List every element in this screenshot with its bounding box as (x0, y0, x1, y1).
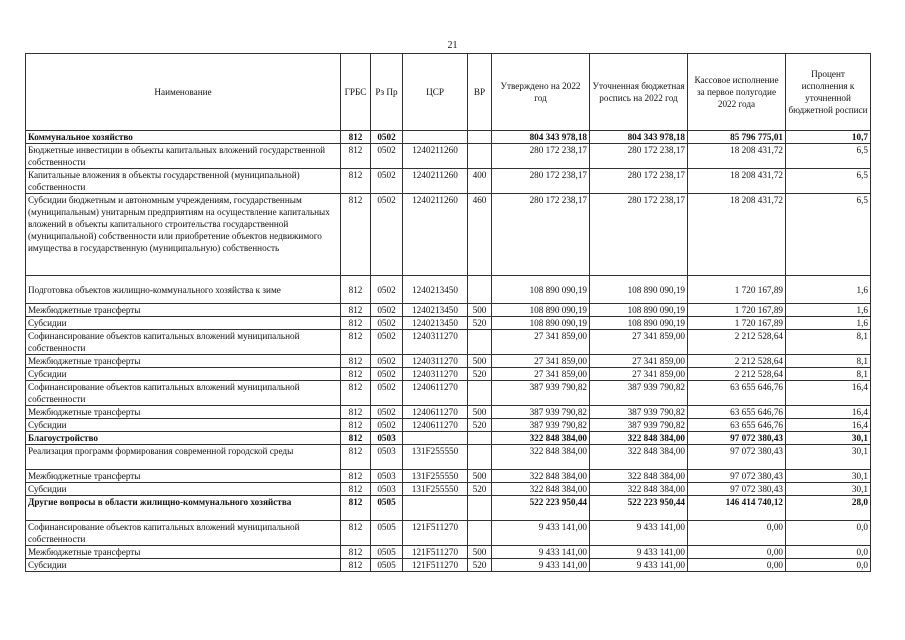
cell-grbs: 812 (341, 496, 371, 521)
cell-cash: 2 212 528,64 (688, 355, 786, 368)
header-vr: ВР (468, 54, 492, 131)
table-row (26, 521, 871, 546)
cell-rzpr: 0503 (371, 445, 403, 470)
cell-csr (403, 432, 468, 445)
cell-rzpr: 0502 (371, 304, 403, 317)
cell-rzpr: 0503 (371, 470, 403, 483)
cell-name: Коммунальное хозяйство (26, 131, 341, 144)
budget-table (25, 53, 871, 572)
cell-csr (403, 131, 468, 144)
cell-csr: 121F511270 (403, 559, 468, 572)
cell-refined: 280 172 238,17 (590, 169, 688, 194)
cell-csr: 1240311270 (403, 355, 468, 368)
cell-approved: 9 433 141,00 (492, 521, 590, 546)
table-row (26, 470, 871, 483)
header-cash: Кассовое исполнение за первое полугодие 2022 года (688, 54, 786, 131)
cell-rzpr: 0502 (371, 330, 403, 355)
cell-refined: 322 848 384,00 (590, 432, 688, 445)
cell-rzpr: 0502 (371, 355, 403, 368)
cell-percent: 8,1 (786, 368, 871, 381)
cell-percent: 8,1 (786, 330, 871, 355)
cell-refined: 9 433 141,00 (590, 559, 688, 572)
cell-refined: 108 890 090,19 (590, 276, 688, 304)
cell-percent: 0,0 (786, 559, 871, 572)
cell-csr: 1240311270 (403, 330, 468, 355)
header-rzpr: Рз Пр (371, 54, 403, 131)
cell-vr (468, 144, 492, 169)
cell-grbs: 812 (341, 381, 371, 406)
cell-vr: 520 (468, 483, 492, 496)
cell-rzpr: 0503 (371, 432, 403, 445)
cell-approved: 322 848 384,00 (492, 445, 590, 470)
cell-csr: 131F255550 (403, 470, 468, 483)
cell-csr: 1240611270 (403, 419, 468, 432)
cell-vr: 500 (468, 546, 492, 559)
cell-cash: 146 414 740,12 (688, 496, 786, 521)
cell-grbs: 812 (341, 445, 371, 470)
cell-csr: 1240611270 (403, 406, 468, 419)
page-number: 21 (447, 40, 458, 51)
header-csr: ЦСР (403, 54, 468, 131)
cell-percent: 16,4 (786, 406, 871, 419)
table-row (26, 368, 871, 381)
cell-name: Субсидии (26, 317, 341, 330)
cell-vr: 400 (468, 169, 492, 194)
cell-approved: 280 172 238,17 (492, 144, 590, 169)
cell-name: Межбюджетные трансферты (26, 355, 341, 368)
cell-grbs: 812 (341, 546, 371, 559)
cell-vr (468, 432, 492, 445)
table-row (26, 432, 871, 445)
cell-rzpr: 0502 (371, 169, 403, 194)
cell-cash: 1 720 167,89 (688, 317, 786, 330)
cell-grbs: 812 (341, 432, 371, 445)
cell-percent: 6,5 (786, 144, 871, 169)
table-row (26, 169, 871, 194)
cell-grbs: 812 (341, 276, 371, 304)
cell-percent: 0,0 (786, 521, 871, 546)
cell-rzpr: 0502 (371, 131, 403, 144)
cell-cash: 97 072 380,43 (688, 483, 786, 496)
cell-approved: 387 939 790,82 (492, 381, 590, 406)
cell-grbs: 812 (341, 419, 371, 432)
table-row (26, 483, 871, 496)
cell-cash: 2 212 528,64 (688, 330, 786, 355)
cell-csr: 131F255550 (403, 445, 468, 470)
cell-name: Реализация программ формирования современной городской среды (26, 445, 341, 470)
cell-approved: 280 172 238,17 (492, 169, 590, 194)
cell-refined: 387 939 790,82 (590, 381, 688, 406)
cell-csr: 1240213450 (403, 276, 468, 304)
cell-name: Субсидии (26, 559, 341, 572)
cell-percent: 30,1 (786, 470, 871, 483)
cell-rzpr: 0502 (371, 381, 403, 406)
cell-cash: 2 212 528,64 (688, 368, 786, 381)
cell-vr: 500 (468, 406, 492, 419)
cell-refined: 108 890 090,19 (590, 317, 688, 330)
cell-percent: 16,4 (786, 419, 871, 432)
cell-name: Другие вопросы в области жилищно-коммунального хозяйства (26, 496, 341, 521)
cell-percent: 1,6 (786, 304, 871, 317)
cell-approved: 804 343 978,18 (492, 131, 590, 144)
cell-csr: 1240211260 (403, 169, 468, 194)
cell-grbs: 812 (341, 144, 371, 169)
cell-name: Бюджетные инвестиции в объекты капитальных вложений государственной собственности (26, 144, 341, 169)
cell-refined: 322 848 384,00 (590, 445, 688, 470)
cell-refined: 27 341 859,00 (590, 368, 688, 381)
cell-percent: 30,1 (786, 445, 871, 470)
cell-rzpr: 0502 (371, 276, 403, 304)
cell-name: Субсидии (26, 368, 341, 381)
cell-name: Благоустройство (26, 432, 341, 445)
cell-cash: 18 208 431,72 (688, 169, 786, 194)
cell-grbs: 812 (341, 169, 371, 194)
cell-refined: 27 341 859,00 (590, 330, 688, 355)
cell-name: Межбюджетные трансферты (26, 546, 341, 559)
table-row (26, 406, 871, 419)
cell-cash: 0,00 (688, 521, 786, 546)
cell-approved: 280 172 238,17 (492, 194, 590, 276)
cell-name: Межбюджетные трансферты (26, 304, 341, 317)
cell-rzpr: 0502 (371, 368, 403, 381)
cell-csr: 1240611270 (403, 381, 468, 406)
cell-grbs: 812 (341, 521, 371, 546)
cell-percent: 10,7 (786, 131, 871, 144)
cell-vr (468, 445, 492, 470)
cell-csr: 1240211260 (403, 194, 468, 276)
cell-cash: 18 208 431,72 (688, 194, 786, 276)
cell-cash: 1 720 167,89 (688, 276, 786, 304)
cell-approved: 27 341 859,00 (492, 368, 590, 381)
cell-rzpr: 0502 (371, 317, 403, 330)
header-row (26, 54, 871, 131)
cell-vr: 520 (468, 559, 492, 572)
cell-name: Капитальные вложения в объекты государственной (муниципальной) собственности (26, 169, 341, 194)
cell-percent: 6,5 (786, 194, 871, 276)
table-row (26, 317, 871, 330)
cell-csr: 131F255550 (403, 483, 468, 496)
cell-vr: 500 (468, 355, 492, 368)
table-row (26, 276, 871, 304)
cell-refined: 9 433 141,00 (590, 546, 688, 559)
cell-cash: 63 655 646,76 (688, 406, 786, 419)
cell-cash: 0,00 (688, 559, 786, 572)
cell-refined: 804 343 978,18 (590, 131, 688, 144)
cell-cash: 1 720 167,89 (688, 304, 786, 317)
cell-csr: 1240311270 (403, 368, 468, 381)
cell-percent: 28,0 (786, 496, 871, 521)
table-row (26, 559, 871, 572)
cell-vr: 520 (468, 419, 492, 432)
cell-cash: 97 072 380,43 (688, 470, 786, 483)
table-row (26, 419, 871, 432)
header-approved: Утверждено на 2022 год (492, 54, 590, 131)
cell-grbs: 812 (341, 368, 371, 381)
cell-csr: 1240213450 (403, 317, 468, 330)
cell-approved: 9 433 141,00 (492, 559, 590, 572)
cell-cash: 18 208 431,72 (688, 144, 786, 169)
cell-percent: 6,5 (786, 169, 871, 194)
cell-percent: 1,6 (786, 317, 871, 330)
cell-name: Субсидии бюджетным и автономным учреждениям, государственным (муниципальным) унитарным предприятиям на осуществление капитальных вложений в объекты капитального строительства государственной (муниципальной) собственности или приобретение объектов недвижимого имущества в государственную (муниципальную) собственность (26, 194, 341, 276)
cell-name: Софинансирование объектов капитальных вложений муниципальной собственности (26, 381, 341, 406)
cell-percent: 30,1 (786, 483, 871, 496)
cell-refined: 387 939 790,82 (590, 419, 688, 432)
table-row (26, 546, 871, 559)
cell-csr: 1240211260 (403, 144, 468, 169)
cell-rzpr: 0505 (371, 496, 403, 521)
cell-grbs: 812 (341, 470, 371, 483)
cell-percent: 1,6 (786, 276, 871, 304)
cell-vr (468, 496, 492, 521)
cell-approved: 27 341 859,00 (492, 355, 590, 368)
cell-vr (468, 131, 492, 144)
cell-refined: 322 848 384,00 (590, 470, 688, 483)
cell-rzpr: 0502 (371, 419, 403, 432)
cell-csr (403, 496, 468, 521)
cell-vr: 500 (468, 304, 492, 317)
cell-refined: 322 848 384,00 (590, 483, 688, 496)
cell-name: Софинансирование объектов капитальных вложений муниципальной собственности (26, 521, 341, 546)
cell-refined: 9 433 141,00 (590, 521, 688, 546)
cell-refined: 280 172 238,17 (590, 194, 688, 276)
table-row (26, 131, 871, 144)
cell-cash: 85 796 775,01 (688, 131, 786, 144)
cell-rzpr: 0505 (371, 521, 403, 546)
table-row (26, 330, 871, 355)
cell-percent: 16,4 (786, 381, 871, 406)
cell-grbs: 812 (341, 304, 371, 317)
cell-csr: 121F511270 (403, 546, 468, 559)
cell-approved: 108 890 090,19 (492, 276, 590, 304)
cell-vr: 460 (468, 194, 492, 276)
header-grbs: ГРБС (341, 54, 371, 131)
header-refined: Уточненная бюджетная роспись на 2022 год (590, 54, 688, 131)
cell-approved: 108 890 090,19 (492, 317, 590, 330)
cell-rzpr: 0502 (371, 194, 403, 276)
cell-grbs: 812 (341, 194, 371, 276)
cell-rzpr: 0505 (371, 546, 403, 559)
cell-csr: 121F511270 (403, 521, 468, 546)
cell-rzpr: 0505 (371, 559, 403, 572)
cell-cash: 97 072 380,43 (688, 445, 786, 470)
table-row (26, 144, 871, 169)
cell-name: Подготовка объектов жилищно-коммунального хозяйства к зиме (26, 276, 341, 304)
cell-approved: 387 939 790,82 (492, 406, 590, 419)
cell-vr (468, 276, 492, 304)
cell-approved: 108 890 090,19 (492, 304, 590, 317)
cell-grbs: 812 (341, 330, 371, 355)
cell-vr (468, 381, 492, 406)
cell-percent: 0,0 (786, 546, 871, 559)
cell-vr (468, 330, 492, 355)
cell-grbs: 812 (341, 559, 371, 572)
cell-percent: 8,1 (786, 355, 871, 368)
table-row (26, 304, 871, 317)
cell-approved: 522 223 950,44 (492, 496, 590, 521)
cell-grbs: 812 (341, 406, 371, 419)
cell-rzpr: 0502 (371, 144, 403, 169)
cell-approved: 322 848 384,00 (492, 470, 590, 483)
cell-refined: 522 223 950,44 (590, 496, 688, 521)
cell-refined: 108 890 090,19 (590, 304, 688, 317)
cell-refined: 280 172 238,17 (590, 144, 688, 169)
cell-vr (468, 521, 492, 546)
cell-cash: 0,00 (688, 546, 786, 559)
cell-refined: 27 341 859,00 (590, 355, 688, 368)
cell-vr: 520 (468, 317, 492, 330)
cell-refined: 387 939 790,82 (590, 406, 688, 419)
cell-approved: 9 433 141,00 (492, 546, 590, 559)
cell-name: Межбюджетные трансферты (26, 470, 341, 483)
cell-cash: 63 655 646,76 (688, 419, 786, 432)
table-row (26, 496, 871, 521)
cell-approved: 27 341 859,00 (492, 330, 590, 355)
table-row (26, 355, 871, 368)
header-percent: Процент исполнения к уточненной бюджетной росписи (786, 54, 871, 131)
cell-name: Межбюджетные трансферты (26, 406, 341, 419)
cell-grbs: 812 (341, 483, 371, 496)
cell-cash: 63 655 646,76 (688, 381, 786, 406)
cell-grbs: 812 (341, 355, 371, 368)
cell-vr: 520 (468, 368, 492, 381)
cell-rzpr: 0502 (371, 406, 403, 419)
cell-csr: 1240213450 (403, 304, 468, 317)
cell-name: Субсидии (26, 483, 341, 496)
header-name: Наименование (26, 54, 341, 131)
cell-name: Софинансирование объектов капитальных вложений муниципальной собственности (26, 330, 341, 355)
cell-percent: 30,1 (786, 432, 871, 445)
cell-approved: 322 848 384,00 (492, 483, 590, 496)
cell-name: Субсидии (26, 419, 341, 432)
cell-grbs: 812 (341, 131, 371, 144)
cell-rzpr: 0503 (371, 483, 403, 496)
cell-vr: 500 (468, 470, 492, 483)
table-row (26, 194, 871, 276)
cell-cash: 97 072 380,43 (688, 432, 786, 445)
table-row (26, 445, 871, 470)
cell-approved: 322 848 384,00 (492, 432, 590, 445)
cell-grbs: 812 (341, 317, 371, 330)
table-row (26, 381, 871, 406)
cell-approved: 387 939 790,82 (492, 419, 590, 432)
